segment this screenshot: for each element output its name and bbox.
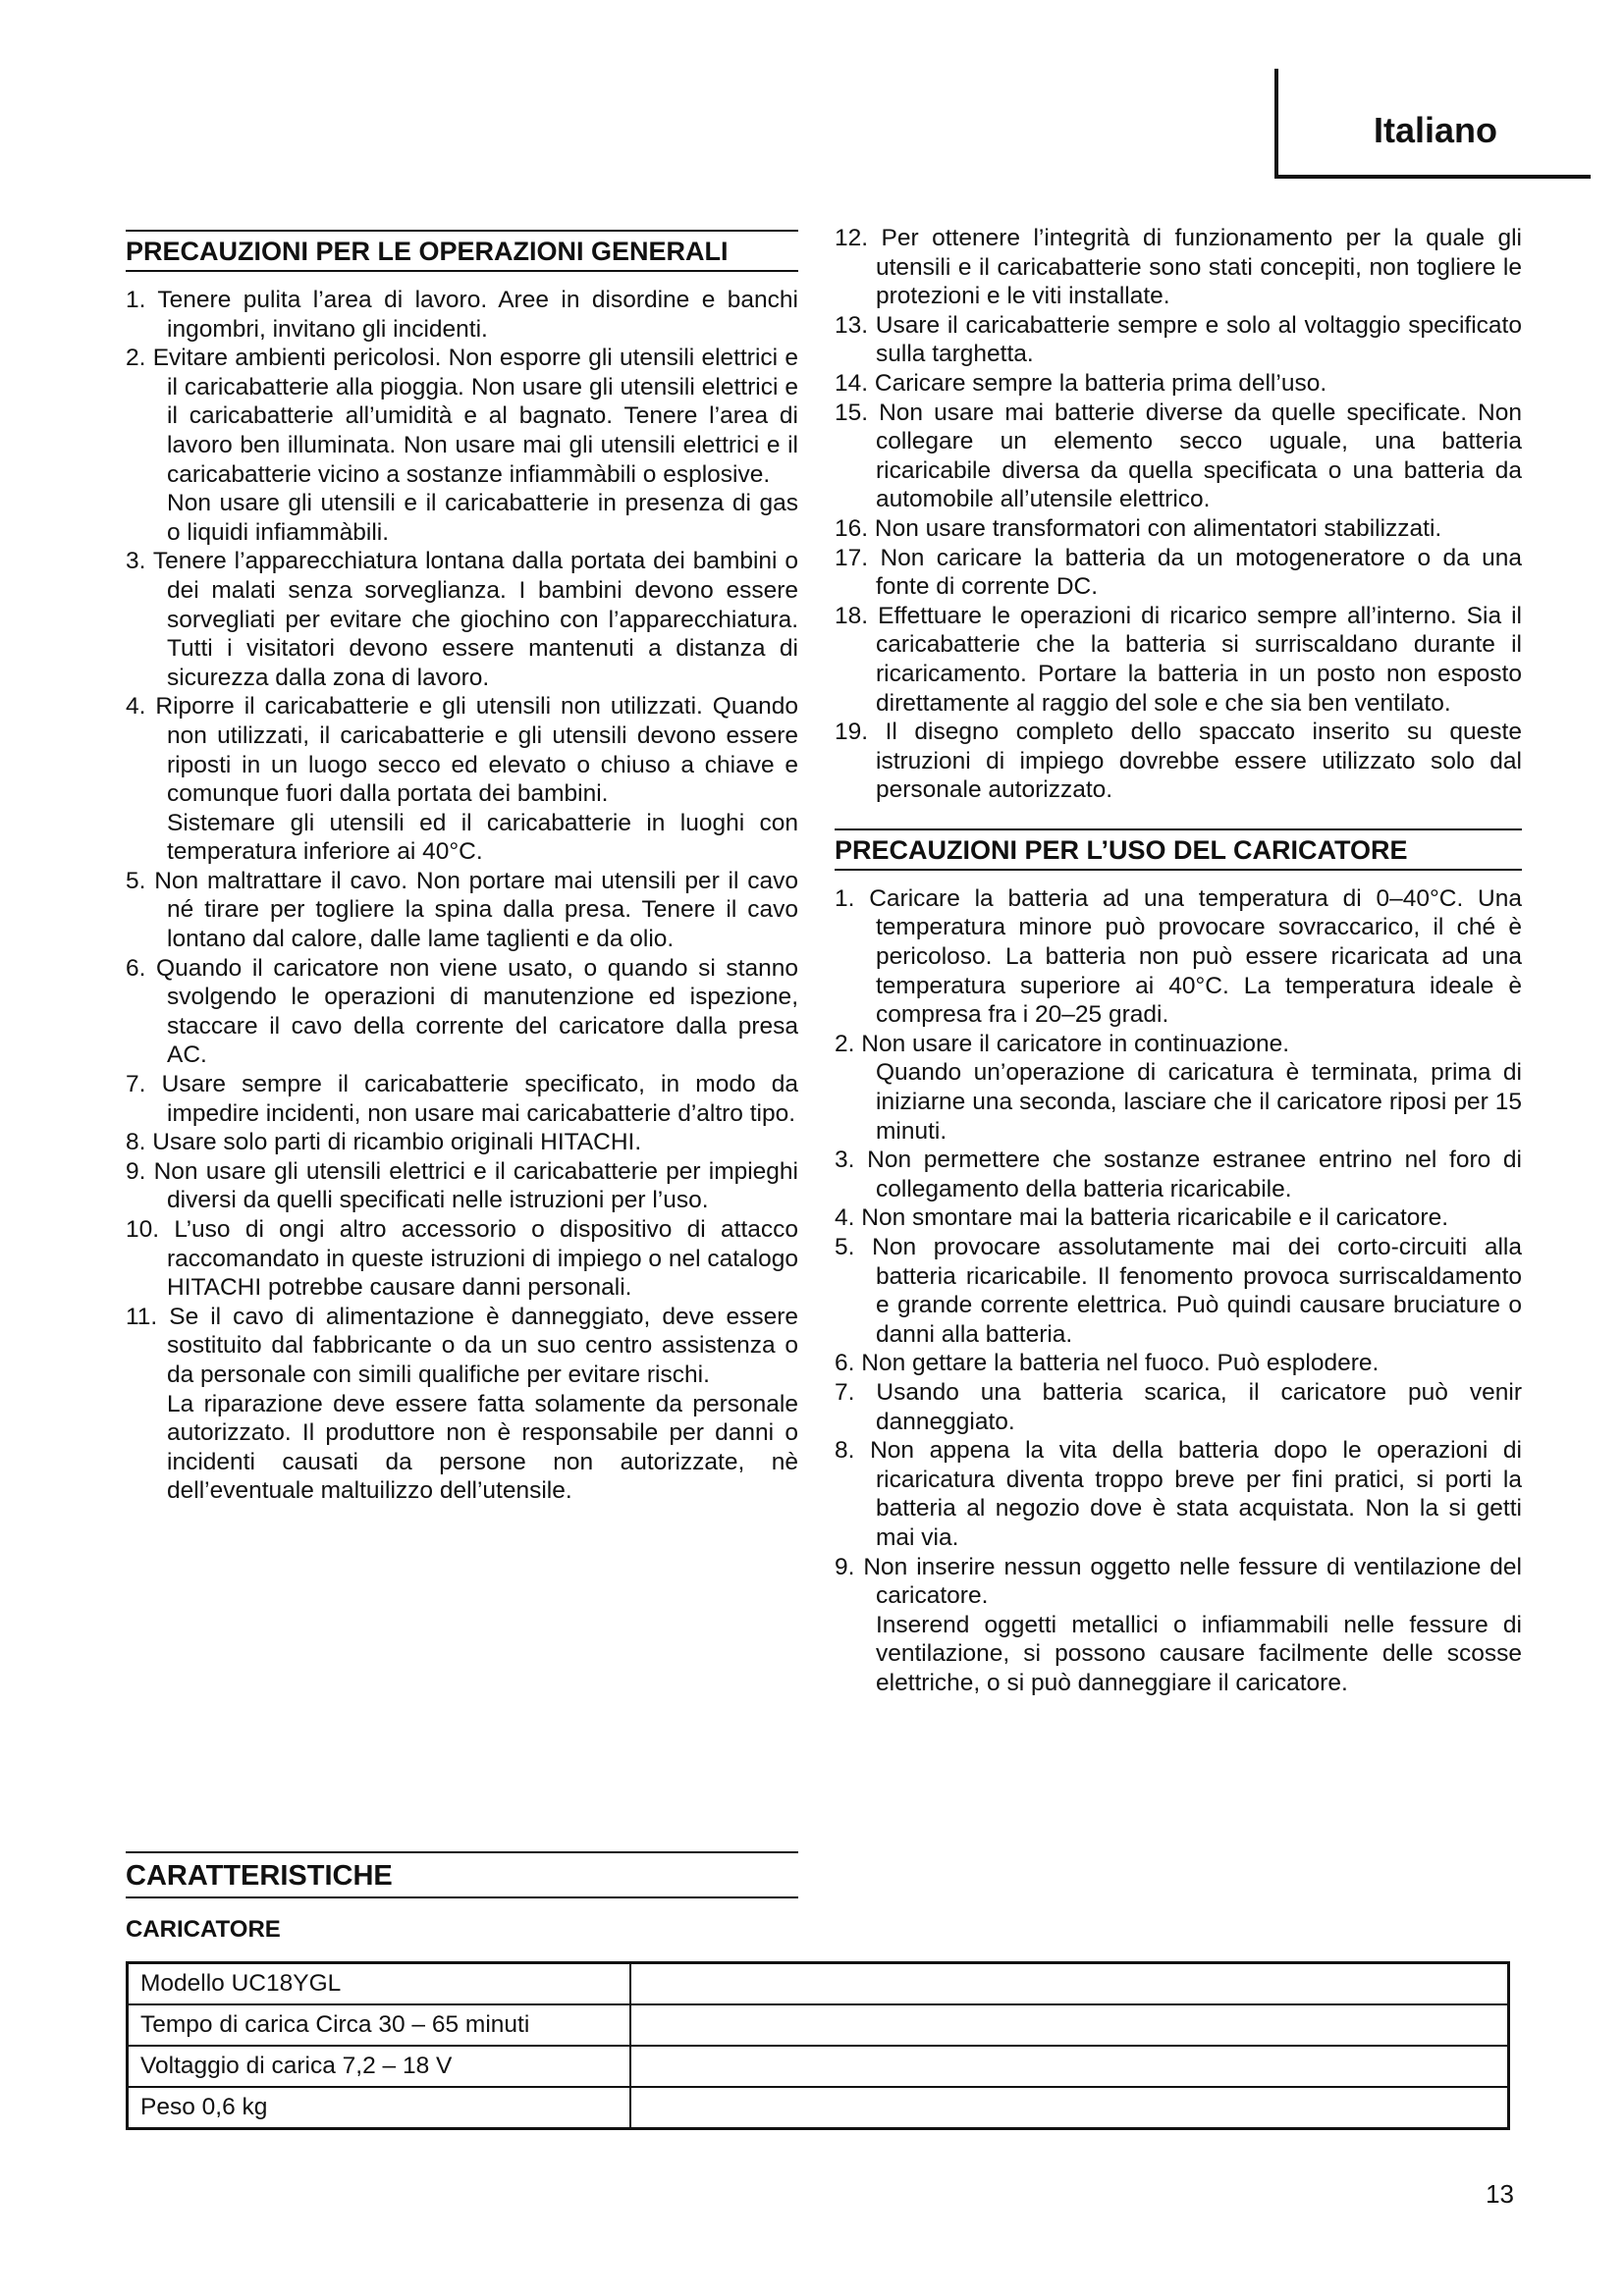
list-item xyxy=(835,514,1522,544)
charger-precautions-list xyxy=(835,884,1522,1698)
spec-label-cell: Modello UC18YGL xyxy=(128,1963,631,2005)
list-item-text: Non usare gli utensili elettrici e il caricabatterie per impieghi diversi da quelli specificati nelle istruzioni per l’uso. xyxy=(153,1157,798,1214)
list-item xyxy=(126,1303,798,1390)
table-row xyxy=(128,1963,1509,2005)
list-item-number: 2. xyxy=(126,345,146,372)
list-item-text: L’uso di ongi altro accessorio o dispositivo di attacco raccomandato in queste istruzioni di impiego o nel catalogo HITACHI potrebbe causare danni personali. xyxy=(167,1216,798,1302)
table-row xyxy=(128,2004,1509,2046)
list-item-text: Quando un’operazione di caricatura è terminata, prima di iniziarne una seconda, lasciare che il caricatore riposi per 15 minuti. xyxy=(876,1059,1522,1145)
list-item xyxy=(835,718,1522,805)
list-item-text: Sistemare gli utensili ed il caricabatterie in luoghi con temperatura inferiore ai 40°C. xyxy=(167,809,798,866)
list-item-number: 13. xyxy=(835,311,869,339)
list-item-number: 16. xyxy=(835,514,869,542)
list-item xyxy=(835,1233,1522,1349)
list-item xyxy=(835,884,1522,1030)
list-item-number: 3. xyxy=(835,1147,855,1174)
list-item-text: Non usare il caricatore in continuazione. xyxy=(861,1030,1290,1057)
charger-precautions-title: PRECAUZIONI PER L’USO DEL CARICATORE xyxy=(835,828,1522,871)
list-item-number: 19. xyxy=(835,719,869,746)
list-item-text: Inserend oggetti metallici o infiammabili nelle fessure di ventilazione, si possono causare facilmente delle scosse elettriche, o si può danneggiare il caricatore. xyxy=(876,1611,1522,1696)
list-item-text: Non inserire nessun oggetto nelle fessure di ventilazione del caricatore. xyxy=(863,1553,1522,1610)
list-item xyxy=(126,547,798,692)
specifications-section xyxy=(126,1851,1510,2130)
list-item-continuation xyxy=(126,809,798,867)
list-item-text: Non maltrattare il cavo. Non portare mai utensili per il cavo né tirare per togliere la spina dalla presa. Tenere il cavo lontano dal calore, dalle lame taglienti e da olio. xyxy=(154,867,798,953)
list-item-text: Evitare ambienti pericolosi. Non esporre gli utensili elettrici e il caricabatterie alla pioggia. Non usare gli utensili elettrici e il caricabatterie all’umidità e al bagnato. Tenere l’area di lavoro ben illuminata. Non usare mai gli utensili elettrici e il caricabatterie vicino a sostanze infiammàbili o esplosive. xyxy=(152,345,798,488)
list-item-number: 10. xyxy=(126,1216,160,1243)
list-item-number: 15. xyxy=(835,399,869,426)
spec-value-cell xyxy=(630,1963,1509,2005)
spec-value-cell xyxy=(630,2004,1509,2046)
list-item xyxy=(126,954,798,1070)
list-item-text: Usare sempre il caricabatterie specificato, in modo da impedire incidenti, non usare mai caricabatterie d’altro tipo. xyxy=(161,1071,799,1127)
list-item-number: 17. xyxy=(835,544,869,571)
list-item-continuation xyxy=(835,1058,1522,1146)
list-item-text: Non usare gli utensili e il caricabatterie in presenza di gas o liquidi infiammàbili. xyxy=(167,490,798,546)
list-item-text: Usando una batteria scarica, il caricatore può venir danneggiato. xyxy=(876,1378,1522,1435)
list-item xyxy=(126,692,798,808)
list-item xyxy=(835,224,1522,311)
general-precautions-list-continued xyxy=(835,224,1522,805)
list-item-number: 5. xyxy=(126,867,146,894)
spec-value-cell xyxy=(630,2087,1509,2129)
list-item-continuation xyxy=(126,489,798,547)
list-item-number: 11. xyxy=(126,1303,158,1330)
list-item-text: Usare il caricabatterie sempre e solo al voltaggio specificato sulla targhetta. xyxy=(875,311,1522,368)
list-item xyxy=(835,369,1522,399)
general-precautions-list xyxy=(126,286,798,1506)
list-item xyxy=(835,399,1522,514)
list-item xyxy=(835,1349,1522,1378)
list-item-number: 6. xyxy=(835,1350,855,1377)
list-item-continuation xyxy=(126,1390,798,1506)
specifications-title: CARATTERISTICHE xyxy=(126,1851,798,1898)
language-tab xyxy=(1274,69,1591,179)
list-item xyxy=(126,1070,798,1128)
list-item-number: 9. xyxy=(126,1157,146,1185)
list-item-number: 6. xyxy=(126,954,146,982)
list-item-number: 14. xyxy=(835,369,869,397)
list-item-number: 7. xyxy=(126,1071,146,1098)
left-column xyxy=(126,226,798,1506)
table-row xyxy=(128,2087,1509,2129)
list-item xyxy=(835,1030,1522,1059)
list-item-number: 5. xyxy=(835,1234,855,1260)
list-item-text: Non caricare la batteria da un motogeneratore o da una fonte di corrente DC. xyxy=(876,544,1522,601)
list-item-continuation xyxy=(835,1611,1522,1698)
list-item-text: La riparazione deve essere fatta solamente da personale autorizzato. Il produttore non è responsabile per danni o incidenti causati da persone non autorizzate, nè dell’eventuale maltuilizzo dell’utensile. xyxy=(167,1390,798,1505)
spec-label-cell: Peso 0,6 kg xyxy=(128,2087,631,2129)
list-item xyxy=(126,1128,798,1157)
list-item-number: 1. xyxy=(126,287,146,313)
list-item-number: 2. xyxy=(835,1030,855,1057)
list-item xyxy=(835,1553,1522,1611)
table-row xyxy=(128,2046,1509,2087)
list-item-text: Caricare la batteria ad una temperatura di 0–40°C. Una temperatura minore può provocare sovraccarico, il ché è pericoloso. La batteria non può essere ricaricata ad una temperatura superiore ai 40°C. La temperatura ideale è compresa fra i 20–25 gradi. xyxy=(869,884,1522,1029)
page-number: 13 xyxy=(1486,2179,1514,2209)
list-item-number: 8. xyxy=(835,1437,855,1465)
list-item-number: 7. xyxy=(835,1378,855,1406)
list-item-text: Tenere pulita l’area di lavoro. Aree in disordine e banchi ingombri, invitano gli incidenti. xyxy=(157,287,798,343)
list-item-number: 8. xyxy=(126,1129,146,1156)
list-item xyxy=(835,1378,1522,1436)
list-item xyxy=(126,344,798,489)
list-item xyxy=(835,1203,1522,1233)
list-item-number: 9. xyxy=(835,1553,855,1580)
list-item xyxy=(835,1436,1522,1552)
list-item-text: Tenere l’apparecchiatura lontana dalla portata dei bambini o dei malati senza sorveglianza. I bambini devono essere sorvegliati per evitare che giochino con l’apparecchiatura. Tutti i visitatori devono essere mantenuti a distanza di sicurezza dalla zona di lavoro. xyxy=(152,548,798,691)
list-item-number: 1. xyxy=(835,884,855,912)
language-label: Italiano xyxy=(1373,110,1497,150)
spec-value-cell xyxy=(630,2046,1509,2087)
list-item-text: Riporre il caricabatterie e gli utensili non utilizzati. Quando non utilizzati, il caricabatterie e gli utensili devono essere riposti in un luogo secco ed elevato o chiuso a chiave e comunque fuori dalla portata dei bambini. xyxy=(155,693,798,808)
list-item xyxy=(126,1215,798,1303)
right-column xyxy=(835,224,1522,1698)
list-item-text: Non smontare mai la batteria ricaricabile e il caricatore. xyxy=(861,1204,1449,1232)
list-item-text: Usare solo parti di ricambio originali HITACHI. xyxy=(152,1129,642,1156)
specifications-table xyxy=(126,1961,1510,2130)
list-item-text: Effettuare le operazioni di ricarico sempre all’interno. Sia il caricabatterie che la batteria si surriscaldano durante il ricaricamento. Portare la batteria in un posto non esposto direttamente al raggio del sole e che sia ben ventilato. xyxy=(876,602,1522,717)
spec-label-cell: Tempo di carica Circa 30 – 65 minuti xyxy=(128,2004,631,2046)
list-item-text: Non usare transformatori con alimentatori stabilizzati. xyxy=(874,514,1442,542)
spec-label-cell: Voltaggio di carica 7,2 – 18 V xyxy=(128,2046,631,2087)
list-item xyxy=(835,311,1522,369)
list-item xyxy=(126,867,798,954)
list-item-text: Caricare sempre la batteria prima dell’uso. xyxy=(874,369,1327,397)
list-item xyxy=(835,1146,1522,1203)
general-precautions-title: PRECAUZIONI PER LE OPERAZIONI GENERALI xyxy=(126,230,798,272)
list-item-number: 4. xyxy=(126,693,146,721)
list-item-number: 3. xyxy=(126,548,146,575)
list-item-text: Non permettere che sostanze estranee entrino nel foro di collegamento della batteria ricaricabile. xyxy=(867,1147,1523,1202)
list-item xyxy=(835,602,1522,718)
charger-subtitle: CARICATORE xyxy=(126,1916,281,1943)
list-item xyxy=(126,1157,798,1215)
list-item-text: Quando il caricatore non viene usato, o quando si stanno svolgendo le operazioni di manutenzione ed ispezione, staccare il cavo della corrente del caricatore dalla presa AC. xyxy=(156,954,798,1069)
list-item-text: Non gettare la batteria nel fuoco. Può esplodere. xyxy=(861,1350,1380,1377)
list-item-number: 12. xyxy=(835,225,869,251)
list-item-text: Non usare mai batterie diverse da quelle specificate. Non collegare un elemento secco uguale, una batteria ricaricabile diversa da quella specificata o una batteria da automobile all’utensile elettrico. xyxy=(876,399,1522,513)
list-item-text: Se il cavo di alimentazione è danneggiato, deve essere sostituito dal fabbricante o da un suo centro assistenza o da personale con simili qualifiche per evitare rischi. xyxy=(167,1303,799,1388)
list-item-number: 4. xyxy=(835,1204,855,1232)
list-item-text: Il disegno completo dello spaccato inserito su queste istruzioni di impiego dovrebbe essere utilizzato solo dal personale autorizzato. xyxy=(876,719,1522,804)
list-item-text: Non provocare assolutamente mai dei corto-circuiti alla batteria ricaricabile. Il fenomento provoca surriscaldamento e grande corrente elettrica. Può quindi causare bruciature o danni alla batteria. xyxy=(872,1234,1523,1348)
list-item-text: Non appena la vita della batteria dopo le operazioni di ricaricatura diventa troppo breve per fini pratici, si porti la batteria al negozio dove è stata acquistata. Non la si getti mai via. xyxy=(870,1437,1523,1551)
list-item xyxy=(835,544,1522,602)
list-item-text: Per ottenere l’integrità di funzionamento per la quale gli utensili e il caricabatterie sono stati concepiti, non togliere le protezioni e le viti installate. xyxy=(876,225,1522,310)
list-item-number: 18. xyxy=(835,602,869,629)
list-item xyxy=(126,286,798,344)
